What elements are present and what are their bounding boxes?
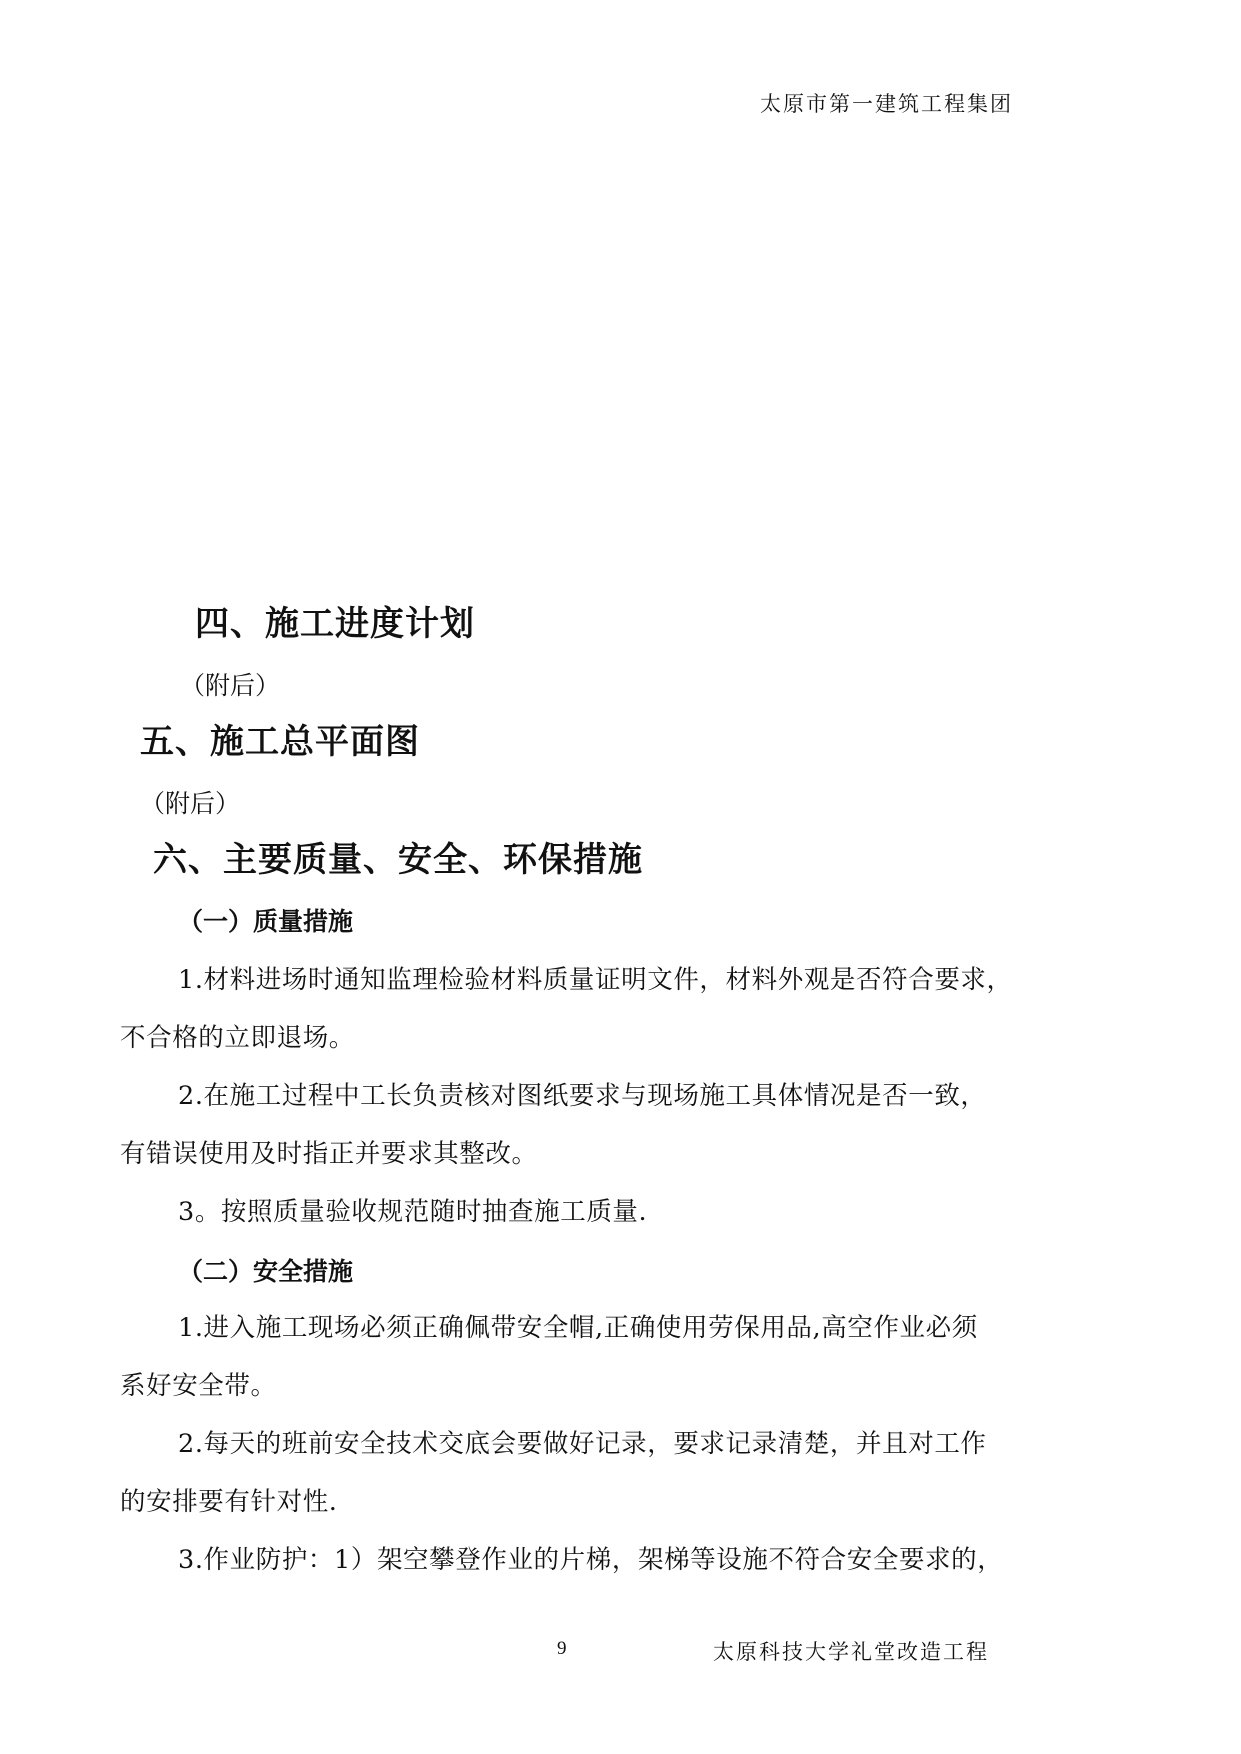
- safety-paragraph-2-line-2: 的安排要有针对性.: [120, 1487, 338, 1517]
- safety-paragraph-3: 3.作业防护：1）架空攀登作业的片梯，架梯等设施不符合安全要求的，: [178, 1545, 1004, 1575]
- section-4-note: （附后）: [180, 671, 281, 700]
- quality-paragraph-2-line-1: 2.在施工过程中工长负责核对图纸要求与现场施工具体情况是否一致，: [178, 1081, 987, 1111]
- header-organization: 太原市第一建筑工程集团: [760, 92, 1013, 116]
- quality-paragraph-3: 3。按照质量验收规范随时抽查施工质量.: [178, 1197, 648, 1227]
- safety-paragraph-1-line-2: 系好安全带。: [120, 1371, 277, 1401]
- section-6-title: 六、主要质量、安全、环保措施: [153, 840, 643, 880]
- footer-page-number: 9: [557, 1638, 567, 1659]
- footer-project-name: 太原科技大学礼堂改造工程: [713, 1640, 989, 1664]
- quality-measures-title: （一）质量措施: [178, 907, 354, 936]
- safety-paragraph-1-line-1: 1.进入施工现场必须正确佩带安全帽,正确使用劳保用品,高空作业必须: [178, 1313, 978, 1343]
- safety-measures-title: （二）安全措施: [178, 1257, 354, 1286]
- quality-paragraph-1-line-1: 1.材料进场时通知监理检验材料质量证明文件，材料外观是否符合要求，: [178, 965, 1013, 995]
- section-5-note: （附后）: [140, 789, 241, 818]
- quality-paragraph-2-line-2: 有错误使用及时指正并要求其整改。: [120, 1139, 538, 1169]
- section-5-title: 五、施工总平面图: [140, 722, 420, 762]
- quality-paragraph-1-line-2: 不合格的立即退场。: [120, 1023, 355, 1053]
- safety-paragraph-2-line-1: 2.每天的班前安全技术交底会要做好记录，要求记录清楚，并且对工作: [178, 1429, 987, 1459]
- section-4-title: 四、施工进度计划: [195, 604, 475, 644]
